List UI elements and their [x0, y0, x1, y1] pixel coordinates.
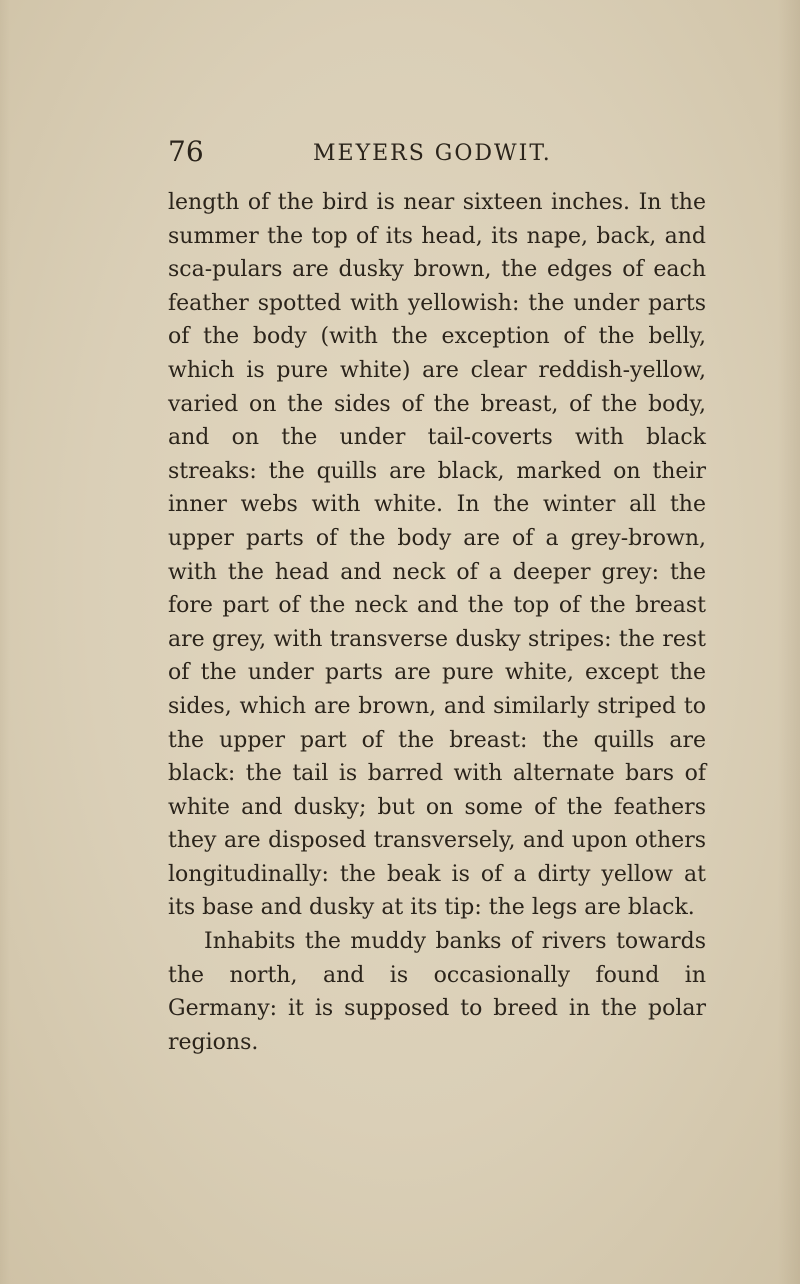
page-number: 76: [168, 135, 204, 168]
body-text: [168, 186, 706, 1059]
page-shadow-left: [0, 0, 10, 1284]
page-header: [168, 132, 780, 172]
running-title: MEYERS GODWIT.: [313, 141, 552, 166]
page-shadow-right: [778, 0, 800, 1284]
paragraph-description: length of the bird is near sixteen inches. In the summer the top of its head, its nape, back, and sca-pulars are dusky brown, the edges of each feather spotted with yellowish: the under parts of the body (with the exception of the belly, which is pure white) are clear reddish-yellow, varied on the sides of the breast, of the body, and on the under tail-coverts with black streaks: the quills are black, marked on their inner webs with white. In the winter all the upper parts of the body are of a grey-brown, with the head and neck of a deeper grey: the fore part of the neck and the top of the breast are grey, with transverse dusky stripes: the rest of the under parts are pure white, except the sides, which are brown, and similarly striped to the upper part of the breast: the quills are black: the tail is barred with alternate bars of white and dusky; but on some of the feathers they are disposed transversely, and upon others longitudinally: the beak is of a dirty yellow at its base and dusky at its tip: the legs are black.: [168, 190, 706, 921]
paragraph-habitat: Inhabits the muddy banks of rivers towards the north, and is occasionally found in Germany: it is supposed to breed in the polar regions.: [168, 929, 706, 1055]
